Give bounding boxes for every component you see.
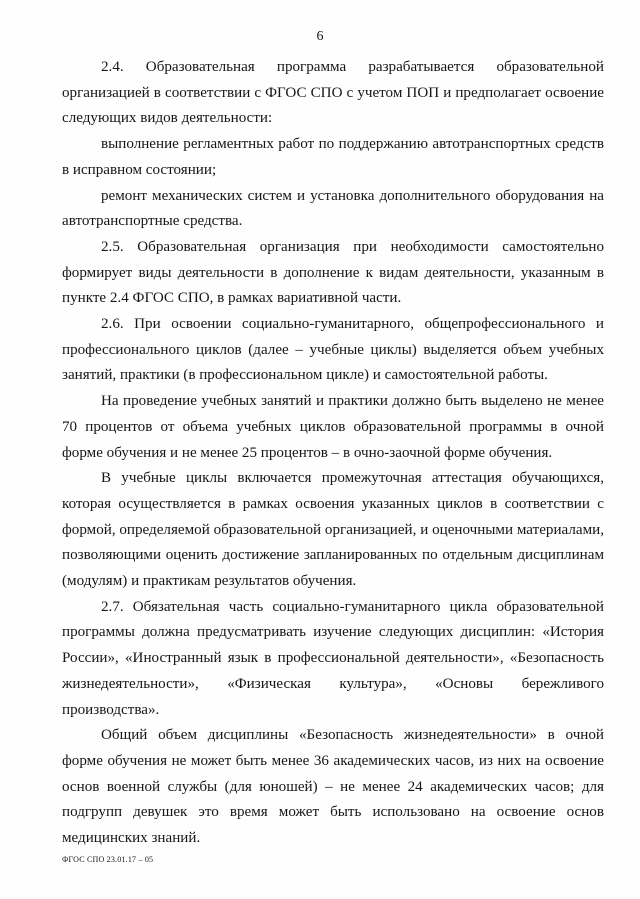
paragraph-activity-repair: ремонт механических систем и установка дополнительного оборудования на автотранспортные средства. (62, 187, 604, 230)
page-number: 6 (316, 29, 324, 44)
paragraph-2-7: 2.7. Обязательная часть социально-гуманитарного цикла образовательной программы должна предусматривать изучение следующих дисциплин: «История России», «Иностранный язык в профессиональной деятельности», «Безопасность жизнедеятельности», «Физическая культура», «Основы бережливого производства». (62, 598, 604, 718)
paragraph-2-6: 2.6. При освоении социально-гуманитарного, общепрофессионального и профессионального циклов (далее – учебные циклы) выделяется объем учебных занятий, практики (в профессиональном цикле) и самостоятельной работы. (62, 316, 604, 384)
document-footer: ФГОС СПО 23.01.17 – 05 (62, 855, 154, 864)
paragraph-2-5: 2.5. Образовательная организация при необходимости самостоятельно формирует виды деятельности в дополнение к видам деятельности, указанным в пункте 2.4 ФГОС СПО, в рамках вариативной части. (62, 238, 604, 307)
paragraph-activity-maintenance: выполнение регламентных работ по поддержанию автотранспортных средств в исправном состоянии; (62, 136, 604, 178)
document-body (62, 55, 604, 852)
paragraph-intermediate-assessment: В учебные циклы включается промежуточная аттестация обучающихся, которая осуществляется в рамках освоения указанных циклов в соответствии с формой, определяемой образовательной организацией, и оценочными материалами, позволяющими оценить достижение запланированных по отдельным дисциплинам (модулям) и практикам результатов обучения. (62, 470, 604, 590)
paragraph-2-4: 2.4. Образовательная программа разрабатывается образовательной организацией в соответствии с ФГОС СПО с учетом ПОП и предполагает освоение следующих видов деятельности: (62, 59, 604, 127)
paragraph-practice-share: На проведение учебных занятий и практики должно быть выделено не менее 70 процентов от объема учебных циклов образовательной программы в очной форме обучения и не менее 25 процентов – в очно-заочной форме обучения. (62, 393, 604, 461)
paragraph-life-safety-hours: Общий объем дисциплины «Безопасность жизнедеятельности» в очной форме обучения не может быть менее 36 академических часов, из них на освоение основ военной службы (для юношей) – не менее 24 академических часов; для подгрупп девушек это время может быть использовано на освоение основ медицинских знаний. (62, 727, 604, 847)
